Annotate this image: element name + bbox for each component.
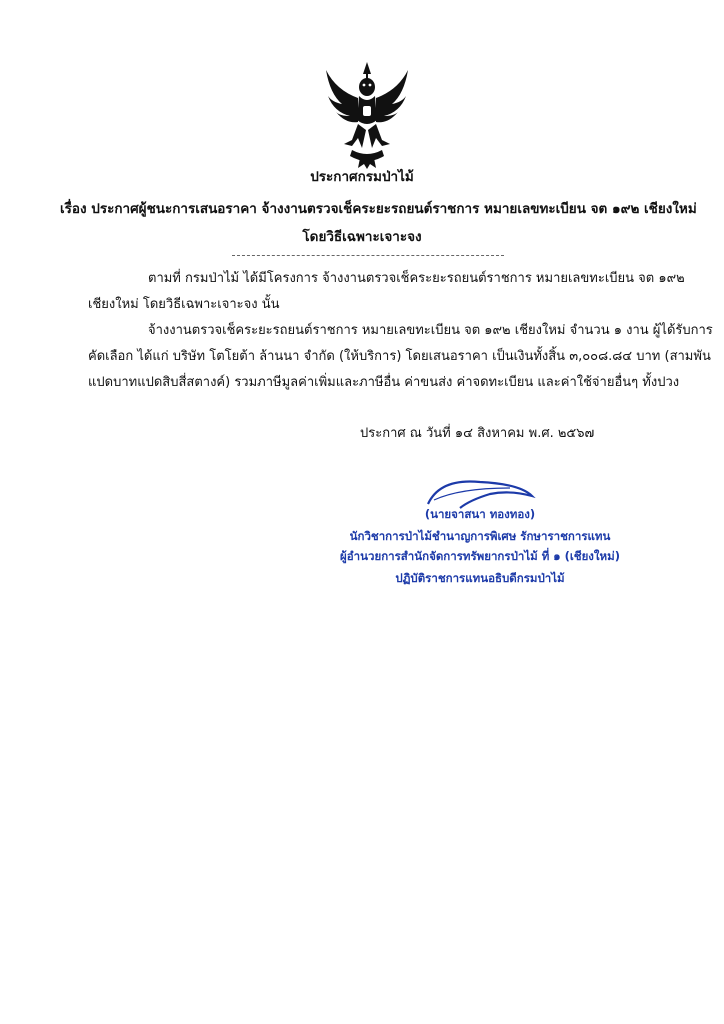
- signer-office: ผู้อำนวยการสำนักจัดการทรัพยากรป่าไม้ ที่ ๑ (เชียงใหม่): [340, 549, 620, 563]
- garuda-emblem: [322, 60, 412, 170]
- paragraph-line: เชียงใหม่ โดยวิธีเฉพาะเจาะจง นั้น: [88, 297, 280, 312]
- subject-line: เรื่อง ประกาศผู้ชนะการเสนอราคา จ้างงานตรวจเช็คระยะรถยนต์ราชการ หมายเลขทะเบียน จต ๑๙๒ เชียงใหม่: [60, 201, 697, 217]
- paragraph-intro: [88, 266, 685, 318]
- paragraph-line: คัดเลือก ได้แก่ บริษัท โตโยต้า ล้านนา จำกัด (ให้บริการ) โดยเสนอราคา เป็นเงินทั้งสิ้น ๓,๐๐๘.๘๔ บาท (สามพัน: [88, 349, 711, 364]
- paragraph-line: ตามที่ กรมป่าไม้ ได้มีโครงการ จ้างงานตรวจเช็คระยะรถยนต์ราชการ หมายเลขทะเบียน จต ๑๙๒: [148, 271, 685, 286]
- paragraph-line: แปดบาทแปดสิบสี่สตางค์) รวมภาษีมูลค่าเพิ่มและภาษีอื่น ค่าขนส่ง ค่าจดทะเบียน และค่าใช้จ่ายอื่นๆ ทั้งปวง: [88, 375, 680, 390]
- signer-name: (นายจาสนา ทองทอง): [424, 507, 536, 521]
- signer-acting-for: ปฏิบัติราชการแทนอธิบดีกรมป่าไม้: [395, 571, 565, 585]
- paragraph-award: [88, 318, 713, 396]
- announcement-date: ประกาศ ณ วันที่ ๑๔ สิงหาคม พ.ศ. ๒๕๖๗: [360, 426, 595, 441]
- subject-method: โดยวิธีเฉพาะเจาะจง: [302, 229, 422, 245]
- signer-position: นักวิชาการป่าไม้ชำนาญการพิเศษ รักษาราชการแทน: [349, 529, 611, 543]
- announcement-title: ประกาศกรมป่าไม้: [310, 169, 414, 185]
- paragraph-line: จ้างงานตรวจเช็คระยะรถยนต์ราชการ หมายเลขทะเบียน จต ๑๙๒ เชียงใหม่ จำนวน ๑ งาน ผู้ได้รับการ: [148, 323, 713, 338]
- divider: [232, 255, 504, 256]
